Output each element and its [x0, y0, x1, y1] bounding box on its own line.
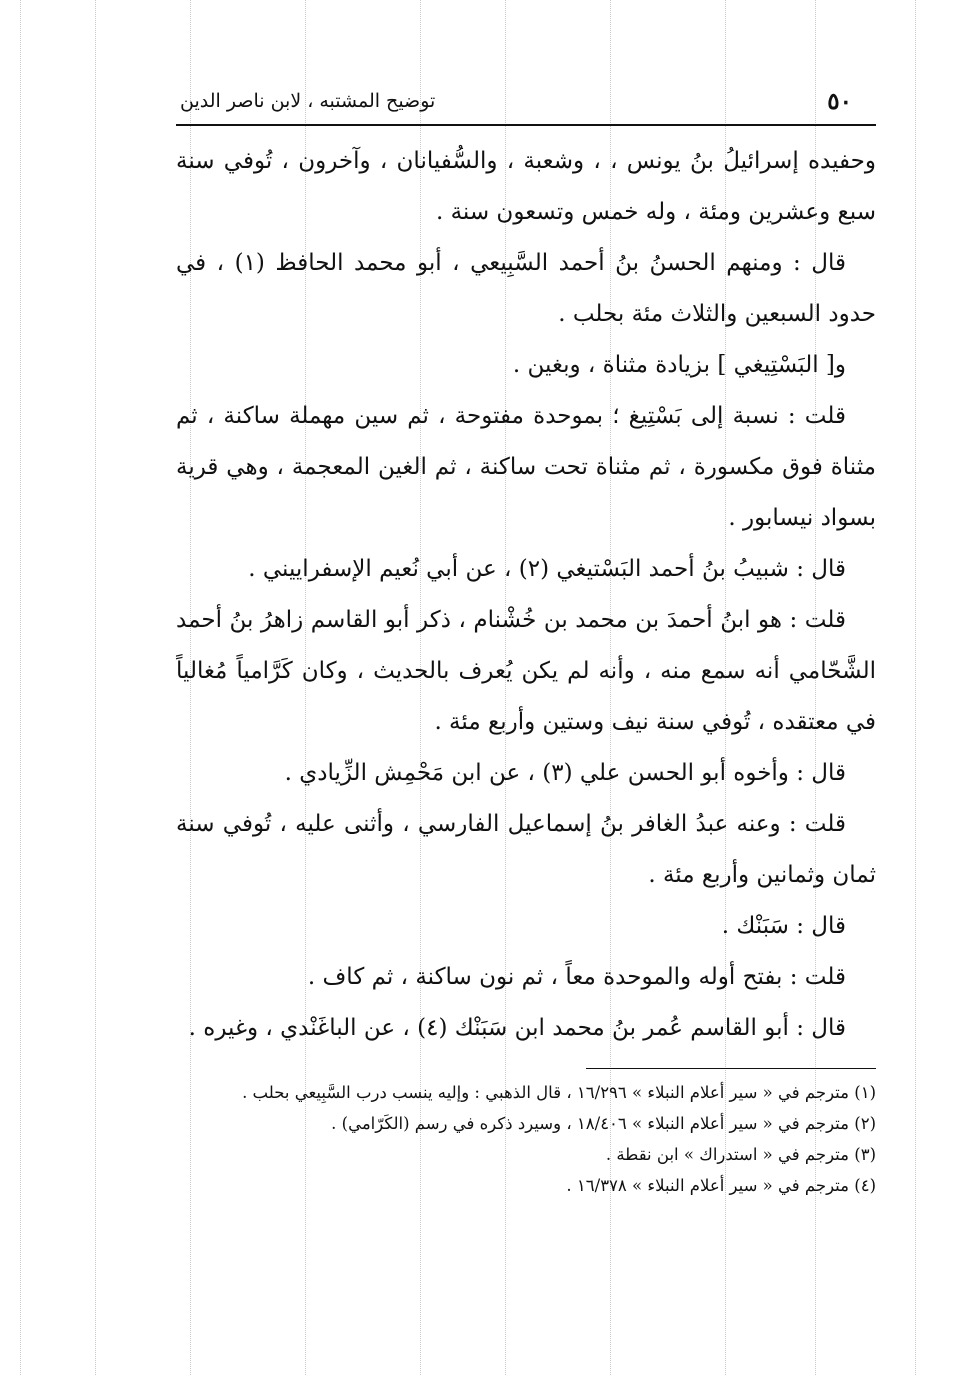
footnote: (٣) مترجم في « استدراك » ابن نقطة . [605, 1145, 876, 1164]
paragraph: قلت : وعنه عبدُ الغافر بنُ إسماعيل الفارسي ، وأثنى عليه ، تُوفي سنة ثمان وثمانين وأربع مئة . [176, 811, 876, 888]
main-text [176, 136, 876, 1054]
paragraph: و[ البَسْتِيغي ] بزيادة مثناة ، وبغين . [512, 352, 846, 378]
paragraph: قال : أبو القاسم عُمر بنُ محمد ابن سَبَنْك (٤) ، عن الباغَنْدي ، وغيره . [188, 1015, 846, 1041]
footnote: (١) مترجم في « سير أعلام النبلاء » ١٦/٢٩٦ ، قال الذهبي : وإليه ينسب درب السَّبِيعي بحلب . [242, 1083, 876, 1102]
running-title: توضيح المشتبه ، لابن ناصر الدين [180, 90, 436, 112]
paragraph: وحفيده إسرائيلُ بنُ يونس ، ، وشعبة ، والسُّفيانان ، وآخرون ، تُوفي سنة سبع وعشرين ومئة ، وله خمس وتسعون سنة . [176, 148, 876, 225]
footnotes [176, 1077, 876, 1201]
paragraph: قلت : هو ابنُ أحمدَ بن محمد بن خُشْنام ، ذكر أبو القاسم زاهرُ بنُ أحمد الشَّحّامي أنه سمع منه ، وأنه لم يكن يُعرف بالحديث ، وكان كَرَّامياً مُغالياً في معتقده ، تُوفي سنة نيف وستين وأربع مئة . [176, 607, 876, 735]
footnote: (٢) مترجم في « سير أعلام النبلاء » ١٨/٤٠٦ ، وسيرد ذكره في رسم (الكَرّامي) . [331, 1114, 876, 1133]
paragraph: قلت : نسبة إلى بَسْتِيغ ؛ بموحدة مفتوحة ، ثم سين مهملة ساكنة ، ثم مثناة فوق مكسورة ، ثم مثناة تحت ساكنة ، ثم الغين المعجمة ، وهي قرية بسواد نيسابور . [176, 403, 876, 531]
book-page [176, 82, 876, 1201]
paragraph: قلت : بفتح أوله والموحدة معاً ، ثم نون ساكنة ، ثم كاف . [307, 964, 846, 990]
paragraph: قال : وأخوه أبو الحسن علي (٣) ، عن ابن مَحْمِش الزِّيادي . [284, 760, 846, 786]
footnote: (٤) مترجم في « سير أعلام النبلاء » ١٦/٣٧٨ . [566, 1176, 876, 1195]
page-number: ٥٠ [827, 88, 852, 115]
page-header [176, 82, 876, 126]
paragraph: قال : شبيبُ بنُ أحمد البَسْتيغي (٢) ، عن أبي نُعيم الإسفراييني . [248, 556, 846, 582]
footnote-separator [586, 1068, 876, 1069]
paragraph: قال : سَبَنْك . [721, 913, 846, 939]
paragraph: قال : ومنهم الحسنُ بنُ أحمد السَّبِيعي ، أبو محمد الحافظ (١) ، في حدود السبعين والثلاث مئة بحلب . [176, 250, 876, 327]
